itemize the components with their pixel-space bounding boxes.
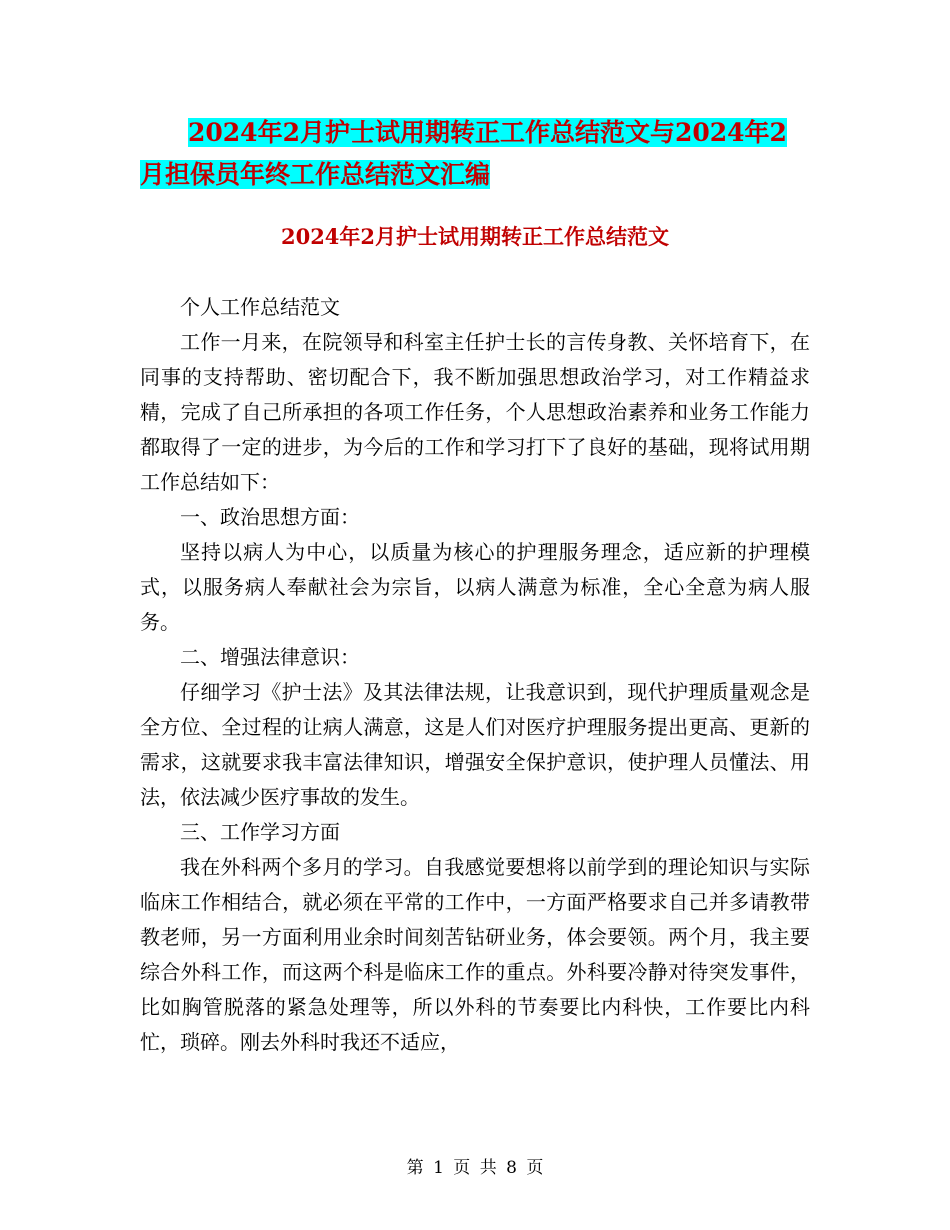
paragraph: 我在外科两个多月的学习。自我感觉要想将以前学到的理论知识与实际临床工作相结合，就必须在平常的工作中，一方面严格要求自己并多请教带教老师，另一方面利用业余时间刻苦钻研业务，体会要领。两个月，我主要综合外科工作，而这两个科是临床工作的重点。外科要冷静对待突发事件，比如胸管脱落的紧急处理等，所以外科的节奏要比内科快，工作要比内科忙，琐碎。刚去外科时我还不适应，: [140, 855, 810, 1054]
page-footer: 第 1 页 共 8 页: [406, 1158, 544, 1178]
paragraph: 一、政治思想方面：: [180, 505, 360, 529]
document-title-line-1: 2024年2月护士试用期转正工作总结范文与2024年2: [188, 118, 787, 147]
paragraph: 三、工作学习方面: [180, 820, 340, 844]
paragraph: 仔细学习《护士法》及其法律法规，让我意识到，现代护理质量观念是全方位、全过程的让病人满意，这是人们对医疗护理服务提出更高、更新的需求，这就要求我丰富法律知识，增强安全保护意识，使护理人员懂法、用法，依法减少医疗事故的发生。: [140, 680, 810, 809]
body-text: [140, 290, 810, 1060]
document-title-line-2: 月担保员年终工作总结范文汇编: [140, 160, 491, 189]
paragraph: 个人工作总结范文: [180, 295, 340, 319]
document-title: [140, 112, 810, 196]
paragraph: 坚持以病人为中心，以质量为核心的护理服务理念，适应新的护理模式，以服务病人奉献社会为宗旨，以病人满意为标准，全心全意为病人服务。: [140, 540, 810, 634]
paragraph: 二、增强法律意识：: [180, 645, 360, 669]
section-title: 2024年2月护士试用期转正工作总结范文: [280, 224, 670, 249]
paragraph: 工作一月来，在院领导和科室主任护士长的言传身教、关怀培育下，在同事的支持帮助、密切配合下，我不断加强思想政治学习，对工作精益求精，完成了自己所承担的各项工作任务，个人思想政治素养和业务工作能力都取得了一定的进步，为今后的工作和学习打下了良好的基础，现将试用期工作总结如下：: [140, 330, 810, 494]
